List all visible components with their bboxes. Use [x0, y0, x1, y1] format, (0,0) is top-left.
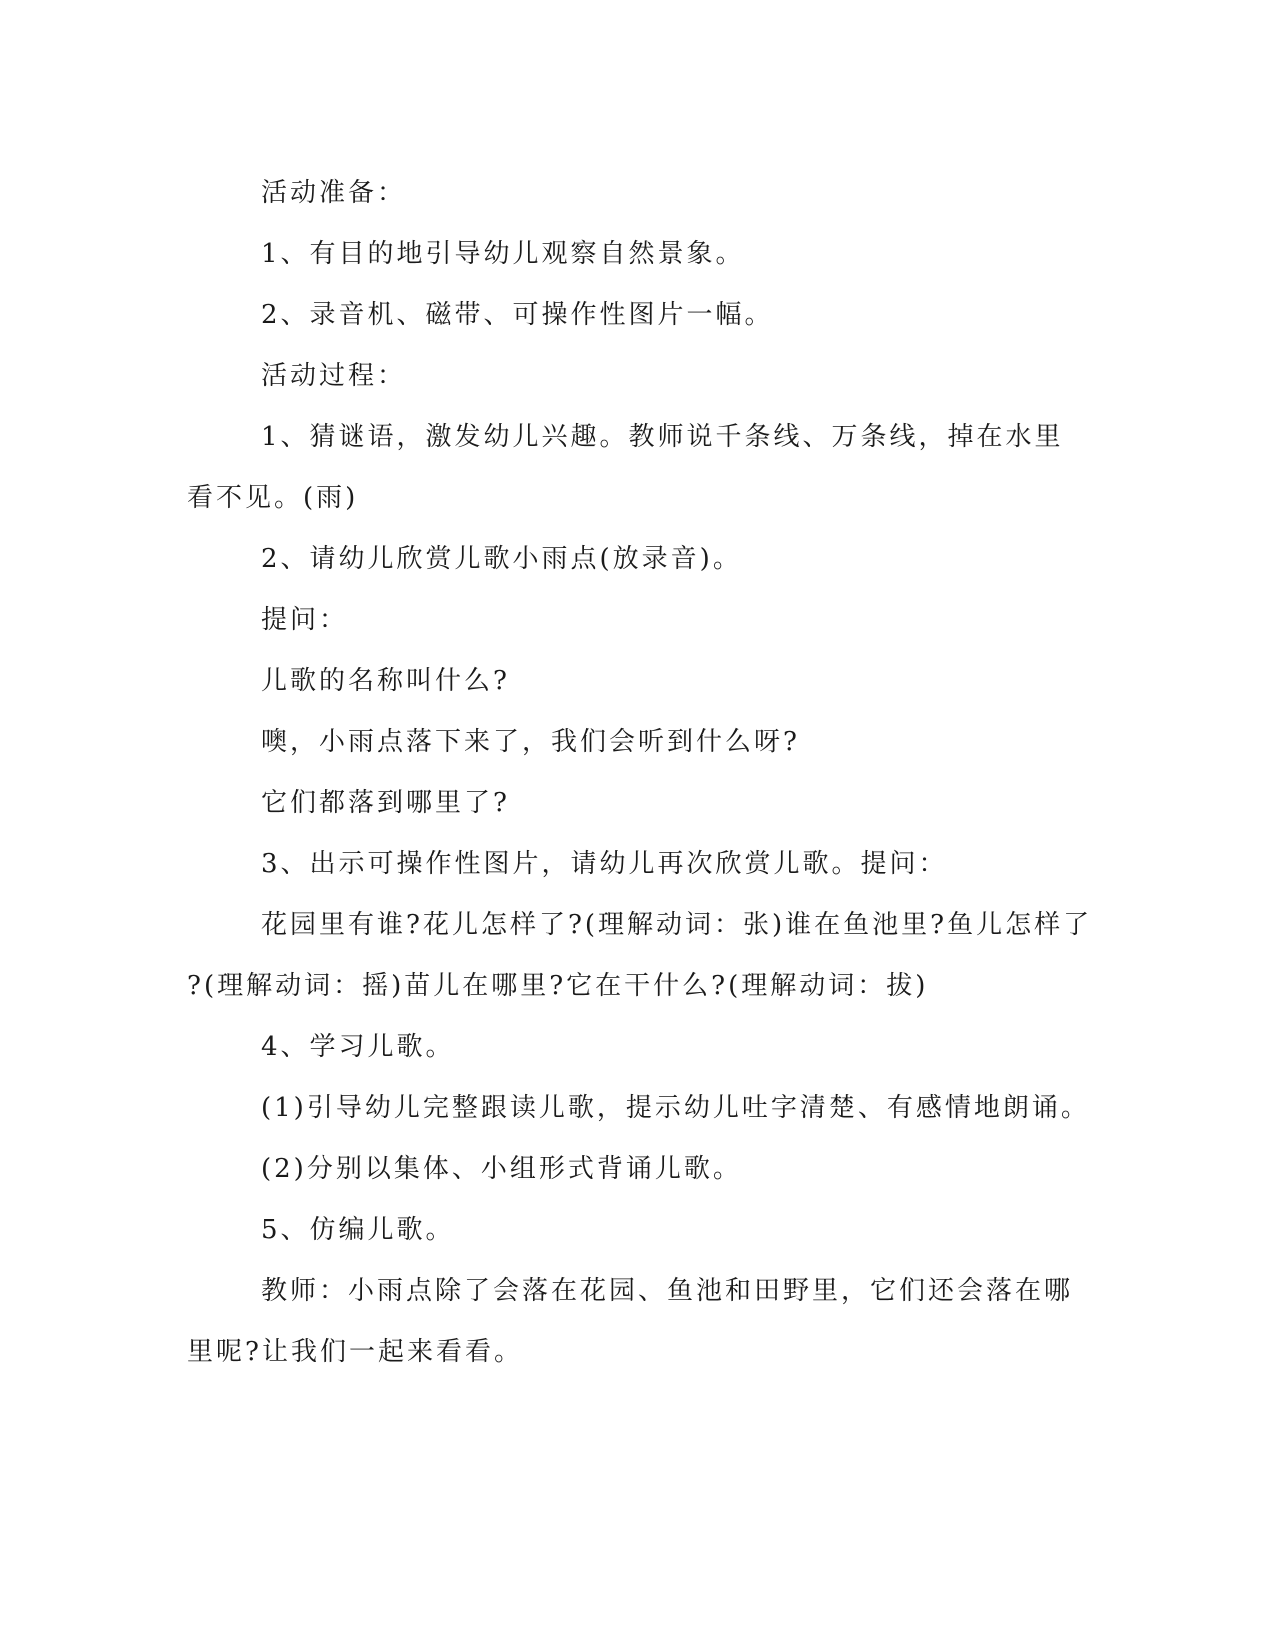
paragraph-line: ?(理解动词：摇)苗儿在哪里?它在干什么?(理解动词：拔) — [187, 971, 929, 1001]
paragraph-line: 2、录音机、磁带、可操作性图片一幅。 — [261, 300, 774, 330]
paragraph-line: 活动准备： — [261, 178, 407, 208]
paragraph-line: 1、猜谜语，激发幼儿兴趣。教师说千条线、万条线，掉在水里 — [261, 422, 1064, 452]
paragraph-line: (1)引导幼儿完整跟读儿歌，提示幼儿吐字清楚、有感情地朗诵。 — [261, 1093, 1090, 1123]
paragraph-line: 2、请幼儿欣赏儿歌小雨点(放录音)。 — [261, 544, 742, 574]
paragraph-line: 看不见。(雨) — [187, 483, 359, 513]
paragraph-line: 教师：小雨点除了会落在花园、鱼池和田野里，它们还会落在哪 — [261, 1276, 1074, 1306]
paragraph-line: 活动过程： — [261, 361, 407, 391]
document-body — [187, 163, 1093, 1383]
paragraph-line: 它们都落到哪里了? — [261, 788, 510, 818]
paragraph-line: 提问： — [261, 605, 349, 635]
paragraph-line: 3、出示可操作性图片，请幼儿再次欣赏儿歌。提问： — [261, 849, 948, 879]
paragraph-line: 1、有目的地引导幼儿观察自然景象。 — [261, 239, 745, 269]
paragraph-line: (2)分别以集体、小组形式背诵儿歌。 — [261, 1154, 742, 1184]
paragraph-line: 4、学习儿歌。 — [261, 1032, 455, 1062]
paragraph-line: 里呢?让我们一起来看看。 — [187, 1337, 523, 1367]
paragraph-line: 儿歌的名称叫什么? — [261, 666, 510, 696]
paragraph-line: 噢，小雨点落下来了，我们会听到什么呀? — [261, 727, 800, 757]
paragraph-line: 花园里有谁?花儿怎样了?(理解动词：张)谁在鱼池里?鱼儿怎样了 — [261, 910, 1093, 940]
paragraph-line: 5、仿编儿歌。 — [261, 1215, 455, 1245]
